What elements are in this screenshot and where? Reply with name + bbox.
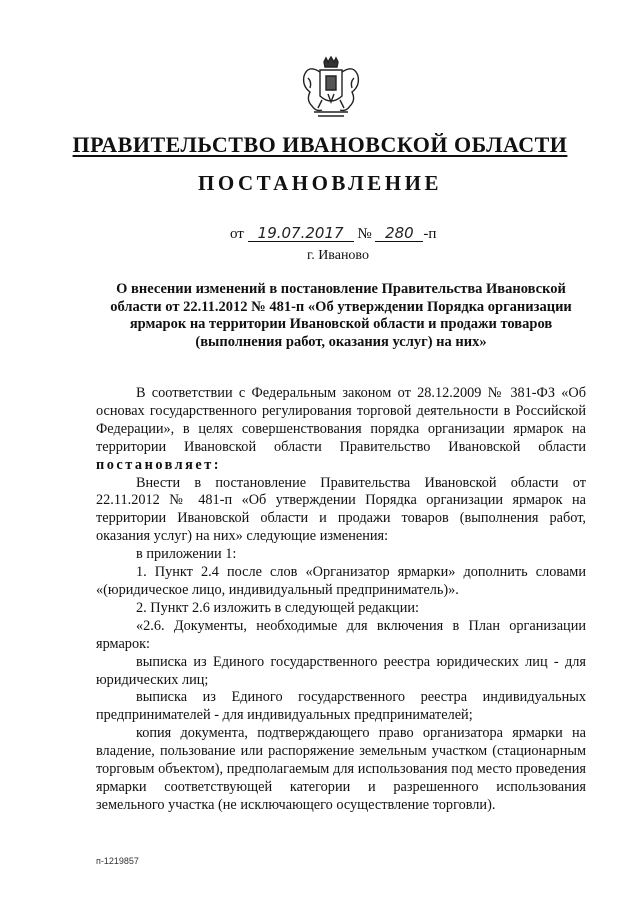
document-code: п-1219857: [96, 856, 139, 866]
body-paragraph: Внести в постановление Правительства Ивановской области от 22.11.2012 № 481-п «Об утверждении Порядка организации ярмарок на территории Ивановской области и продажи товаров (выполнения работ, оказания услуг) на них» следующие изменения:: [96, 474, 586, 545]
document-subject: О внесении изменений в постановление Правительства Ивановской области от 22.11.2012 № 481-п «Об утверждении Порядка организации ярмарок на территории Ивановской области и продажи товаров (выполнения работ, оказания услуг) на них»: [110, 281, 572, 350]
coat-of-arms-icon: [300, 56, 362, 122]
handwritten-number: 280: [375, 225, 423, 242]
date-prefix: от: [230, 226, 244, 242]
body-paragraph: копия документа, подтверждающего право организатора ярмарки на владение, пользование или распоряжение земельным участком (стационарным торговым объектом), предполагаемым для использования под место проведения ярмарки соответствующей категории и разрешенного использования земельного участка (не исключающего осуществление торговли).: [96, 725, 586, 813]
preamble-paragraph: [96, 385, 586, 475]
body-paragraph: в приложении 1:: [136, 546, 237, 563]
document-body: [96, 385, 586, 815]
registration-line: [230, 225, 436, 243]
body-paragraph: «2.6. Документы, необходимые для включения в План организации ярмарок:: [96, 617, 586, 652]
number-suffix: -п: [423, 226, 437, 242]
document-type: ПОСТАНОВЛЕНИЕ: [198, 171, 442, 195]
organization-title: ПРАВИТЕЛЬСТВО ИВАНОВСКОЙ ОБЛАСТИ: [72, 132, 568, 157]
decree-word: постановляет:: [96, 456, 222, 473]
body-paragraph: 2. Пункт 2.6 изложить в следующей редакции:: [136, 599, 419, 616]
body-paragraph: 1. Пункт 2.4 после слов «Организатор ярмарки» дополнить словами «(юридическое лицо, индивидуальный предприниматель)».: [96, 564, 586, 598]
body-paragraph: выписка из Единого государственного реестра юридических лиц - для юридических лиц;: [96, 653, 586, 688]
city: г. Иваново: [307, 248, 369, 263]
preamble-text: В соответствии с Федеральным законом от 28.12.2009 № 381-ФЗ «Об основах государственного регулирования торговой деятельности в Российской Федерации», в целях совершенствования порядка организации ярмарок на территории Ивановской области Правительство Ивановской области: [96, 385, 586, 455]
number-prefix: №: [357, 226, 372, 242]
body-paragraph: выписка из Единого государственного реестра индивидуальных предпринимателей - для индивидуальных предпринимателей;: [96, 689, 586, 724]
handwritten-date: 19.07.2017: [248, 225, 354, 242]
